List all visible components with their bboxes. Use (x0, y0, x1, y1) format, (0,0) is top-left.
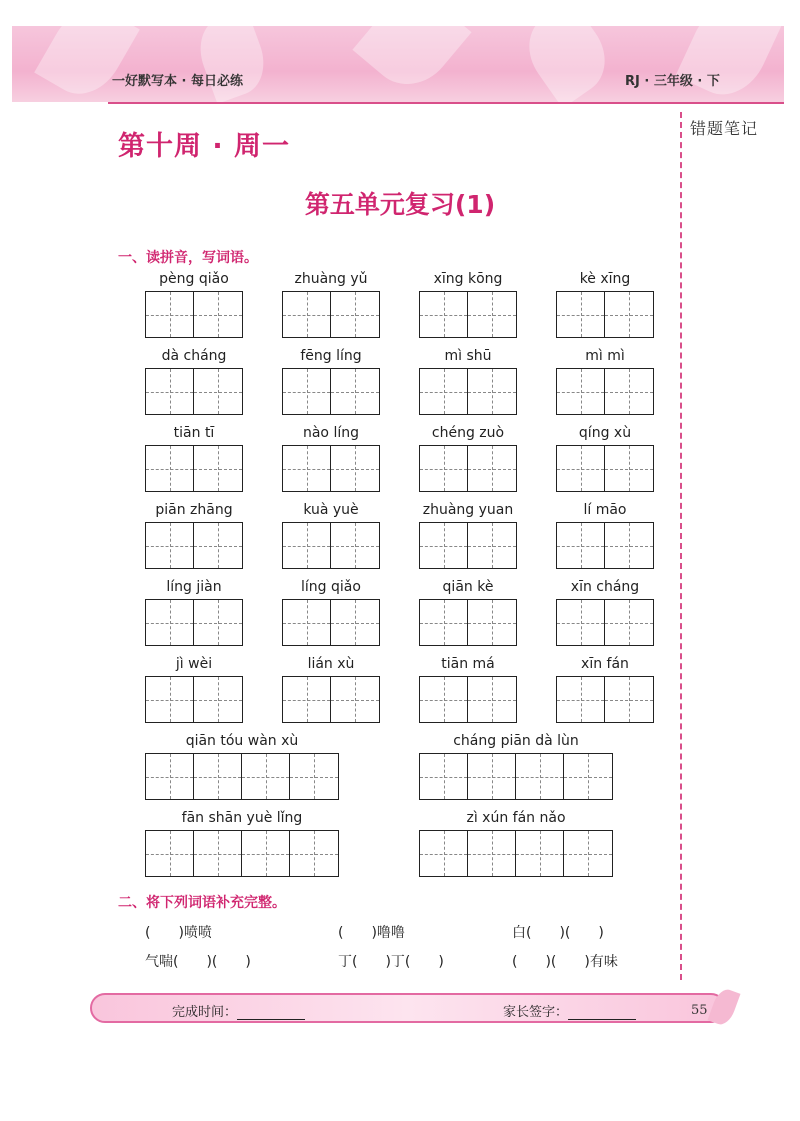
fill-in-blank[interactable]: ( )喷喷 (145, 925, 212, 941)
character-cell[interactable] (557, 600, 605, 645)
character-grid[interactable] (419, 522, 517, 569)
character-cell[interactable] (331, 677, 379, 722)
character-cell[interactable] (420, 600, 468, 645)
pinyin-label: dà cháng (161, 348, 227, 364)
character-cell[interactable] (194, 754, 242, 799)
decor-leaf (675, 26, 783, 102)
character-cell[interactable] (468, 369, 516, 414)
parent-signature[interactable] (503, 1001, 636, 1020)
decor-leaf (514, 26, 620, 102)
character-cell[interactable] (283, 446, 331, 491)
pinyin-label: lián xù (307, 656, 355, 672)
pinyin-label: fān shān yuè lǐng (181, 810, 303, 826)
character-cell[interactable] (468, 831, 516, 876)
character-cell[interactable] (557, 523, 605, 568)
character-cell[interactable] (468, 292, 516, 337)
fill-in-blank[interactable]: ( )( )有味 (512, 954, 618, 970)
character-cell[interactable] (420, 831, 468, 876)
character-grid[interactable] (556, 599, 654, 646)
character-cell[interactable] (242, 831, 290, 876)
character-grid[interactable] (282, 291, 380, 338)
character-cell[interactable] (605, 523, 653, 568)
character-grid[interactable] (145, 445, 243, 492)
character-cell[interactable] (194, 831, 242, 876)
character-grid[interactable] (556, 445, 654, 492)
series-name: 一好默写本 · 每日必练 (112, 74, 243, 89)
pinyin-label: xīn cháng (570, 579, 640, 595)
character-grid[interactable] (419, 830, 613, 877)
character-cell[interactable] (564, 754, 612, 799)
pinyin-label: nào líng (302, 425, 359, 441)
pinyin-label: líng qiǎo (301, 579, 361, 595)
character-cell[interactable] (194, 523, 242, 568)
character-cell[interactable] (420, 369, 468, 414)
notes-title: 错题笔记 (690, 119, 759, 138)
character-cell[interactable] (146, 600, 194, 645)
pinyin-label: xīng kōng (433, 271, 503, 287)
character-grid[interactable] (145, 522, 243, 569)
pinyin-label: zhuàng yǔ (294, 271, 368, 287)
character-grid[interactable] (556, 291, 654, 338)
pinyin-label: xīn fán (581, 656, 629, 672)
character-cell[interactable] (420, 292, 468, 337)
character-cell[interactable] (242, 754, 290, 799)
section-2-title: 二、将下列词语补充完整。 (118, 895, 286, 911)
character-grid[interactable] (419, 291, 517, 338)
character-cell[interactable] (146, 754, 194, 799)
pinyin-label: jì wèi (175, 656, 213, 672)
character-grid[interactable] (282, 445, 380, 492)
character-grid[interactable] (145, 368, 243, 415)
character-grid[interactable] (556, 676, 654, 723)
character-cell[interactable] (468, 446, 516, 491)
fill-in-blank[interactable]: 气喘( )( ) (145, 954, 251, 970)
decor-leaf (190, 26, 274, 102)
character-cell[interactable] (146, 292, 194, 337)
pinyin-label: qiān tóu wàn xù (185, 733, 299, 749)
decor-leaf (34, 26, 140, 102)
character-cell[interactable] (146, 523, 194, 568)
character-cell[interactable] (557, 292, 605, 337)
character-cell[interactable] (420, 677, 468, 722)
pinyin-label: kè xīng (579, 271, 631, 287)
character-cell[interactable] (564, 831, 612, 876)
character-cell[interactable] (146, 831, 194, 876)
decor-leaf (352, 26, 471, 101)
character-cell[interactable] (605, 600, 653, 645)
fill-in-blank[interactable]: 丁( )丁( ) (338, 954, 444, 970)
pinyin-label: fēng líng (300, 348, 362, 364)
pinyin-label: líng jiàn (166, 579, 222, 595)
page-number: 55 (691, 1003, 708, 1018)
pinyin-label: mì shū (444, 348, 492, 364)
unit-title: 第五单元复习(1) (304, 190, 496, 219)
character-grid[interactable] (419, 368, 517, 415)
character-cell[interactable] (605, 677, 653, 722)
fill-in-blank[interactable]: 白( )( ) (512, 925, 604, 941)
parent-signature-label: 家长签字： (503, 1005, 569, 1020)
pinyin-label: pèng qiǎo (159, 271, 229, 287)
header-rule (108, 102, 784, 104)
pinyin-label: qíng xù (578, 425, 632, 441)
character-cell[interactable] (468, 523, 516, 568)
character-grid[interactable] (145, 676, 243, 723)
character-cell[interactable] (331, 523, 379, 568)
character-cell[interactable] (420, 754, 468, 799)
completion-time-label: 完成时间： (172, 1005, 238, 1020)
character-cell[interactable] (283, 369, 331, 414)
character-grid[interactable] (282, 522, 380, 569)
character-grid[interactable] (145, 753, 339, 800)
character-cell[interactable] (146, 369, 194, 414)
character-cell[interactable] (516, 754, 564, 799)
fill-in-blank[interactable]: ( )噜噜 (338, 925, 405, 941)
character-cell[interactable] (557, 446, 605, 491)
character-grid[interactable] (419, 753, 613, 800)
pinyin-label: cháng piān dà lùn (453, 733, 579, 749)
character-cell[interactable] (146, 446, 194, 491)
character-cell[interactable] (283, 677, 331, 722)
character-cell[interactable] (331, 446, 379, 491)
character-cell[interactable] (516, 831, 564, 876)
header-banner (12, 26, 784, 102)
week-title: 第十周 · 周一 (118, 131, 291, 162)
pinyin-label: tiān má (441, 656, 495, 672)
character-cell[interactable] (290, 831, 338, 876)
character-grid[interactable] (145, 599, 243, 646)
character-cell[interactable] (194, 600, 242, 645)
pinyin-label: kuà yuè (303, 502, 359, 518)
character-cell[interactable] (605, 446, 653, 491)
character-cell[interactable] (194, 369, 242, 414)
character-cell[interactable] (468, 677, 516, 722)
pinyin-label: qiān kè (442, 579, 494, 595)
character-cell[interactable] (283, 292, 331, 337)
character-cell[interactable] (420, 523, 468, 568)
edition-label: RJ · 三年级 · 下 (625, 74, 720, 89)
sidebar-divider (680, 112, 682, 980)
character-grid[interactable] (282, 599, 380, 646)
character-grid[interactable] (282, 676, 380, 723)
character-cell[interactable] (468, 600, 516, 645)
character-cell[interactable] (290, 754, 338, 799)
character-grid[interactable] (282, 368, 380, 415)
character-grid[interactable] (145, 291, 243, 338)
character-grid[interactable] (556, 522, 654, 569)
character-grid[interactable] (419, 599, 517, 646)
character-cell[interactable] (605, 369, 653, 414)
character-cell[interactable] (557, 677, 605, 722)
character-cell[interactable] (194, 446, 242, 491)
character-grid[interactable] (419, 445, 517, 492)
character-cell[interactable] (331, 292, 379, 337)
character-cell[interactable] (283, 523, 331, 568)
pinyin-label: chéng zuò (431, 425, 505, 441)
completion-time[interactable] (172, 1001, 305, 1020)
character-cell[interactable] (468, 754, 516, 799)
pinyin-label: tiān tī (173, 425, 215, 441)
character-cell[interactable] (331, 369, 379, 414)
character-cell[interactable] (146, 677, 194, 722)
character-cell[interactable] (194, 677, 242, 722)
section-1-title: 一、读拼音，写词语。 (118, 250, 258, 266)
character-grid[interactable] (145, 830, 339, 877)
character-cell[interactable] (331, 600, 379, 645)
character-cell[interactable] (605, 292, 653, 337)
pinyin-label: zhuàng yuan (422, 502, 514, 518)
pinyin-label: mì mì (585, 348, 625, 364)
character-cell[interactable] (194, 292, 242, 337)
character-grid[interactable] (556, 368, 654, 415)
character-cell[interactable] (420, 446, 468, 491)
pinyin-label: piān zhāng (155, 502, 233, 518)
pinyin-label: zì xún fán nǎo (466, 810, 566, 826)
character-cell[interactable] (557, 369, 605, 414)
character-grid[interactable] (419, 676, 517, 723)
character-cell[interactable] (283, 600, 331, 645)
pinyin-label: lí māo (583, 502, 627, 518)
